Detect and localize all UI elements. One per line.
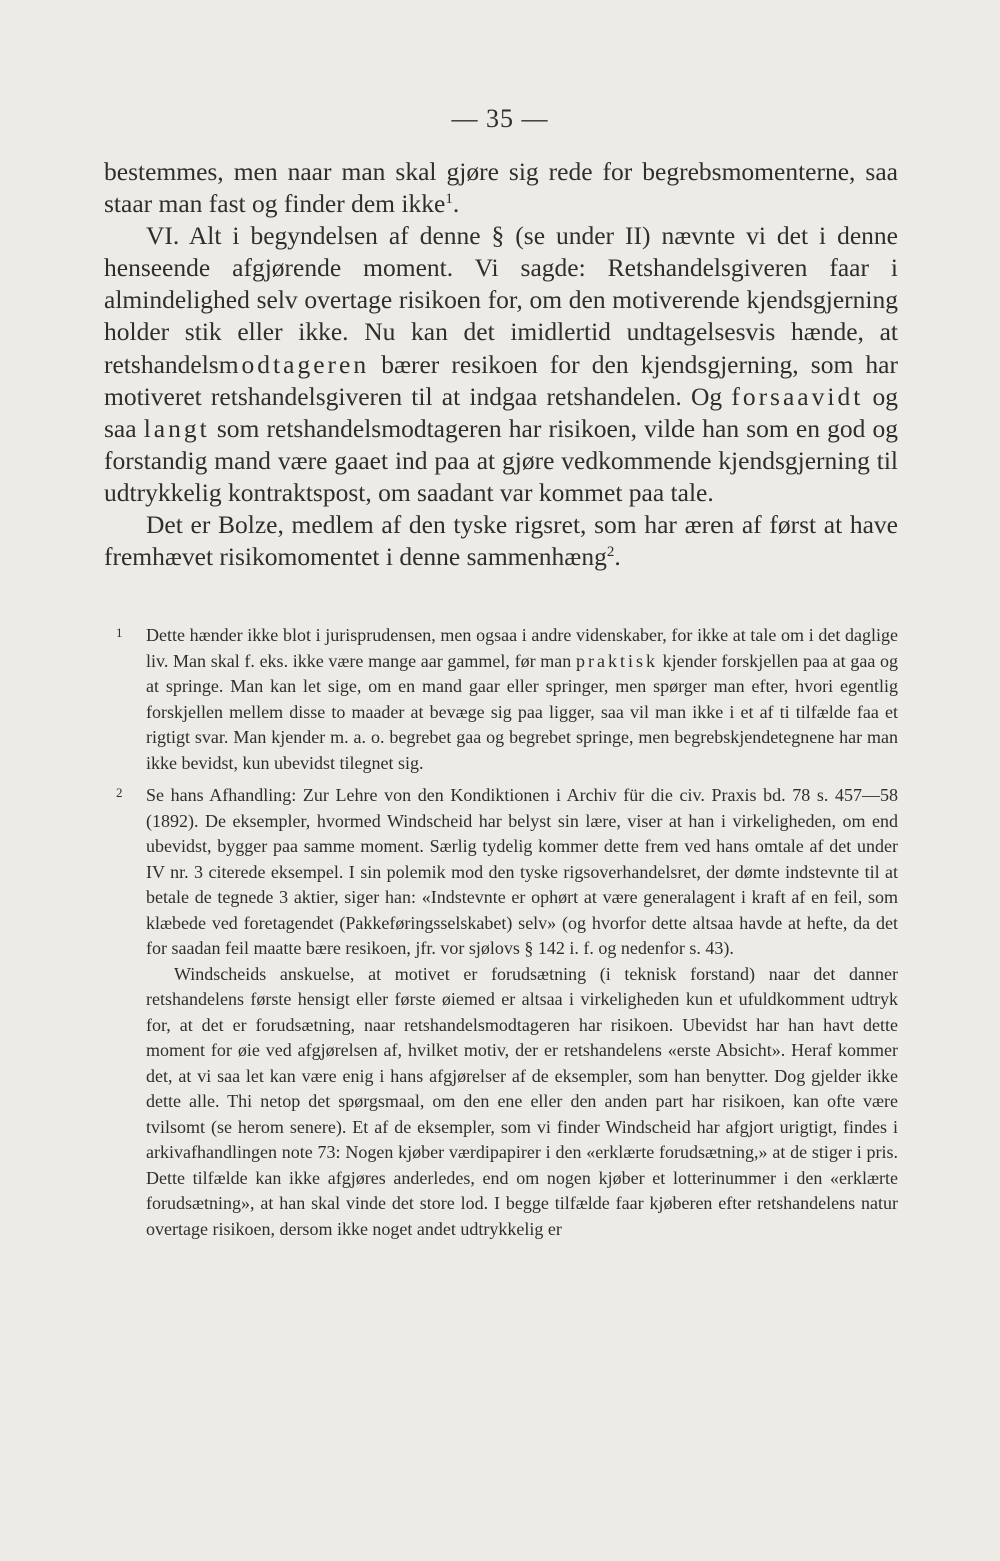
footnote-2-mark: 2 bbox=[116, 785, 123, 800]
page-number: — 35 — bbox=[451, 104, 549, 133]
paragraph-2-text-g: som retshandelsmodtageren har risikoen, vilde han som en god og forstandig mand være gaaet ind paa at gjøre vedkommende kjendsgjerning til udtrykkelig kontraktspost, om saadant var kommet paa tale. bbox=[104, 413, 899, 507]
footnote-ref-1: 1 bbox=[445, 191, 453, 208]
footnote-2 bbox=[104, 783, 898, 1242]
paragraph-2-emphasis-3: langt bbox=[143, 413, 210, 443]
footnote-1-text bbox=[146, 623, 898, 776]
paragraph-3-end: . bbox=[614, 542, 621, 572]
paragraph-2-text-a: VI. Alt i begyndelsen af denne § (se under II) nævnte vi det i denne henseende afgjørende moment. Vi sagde: Retshandelsgiveren faar i almindelighed selv overtage risikoen for, om den motiverende kjendsgjerning holder stik eller ikke. Nu kan det imidlertid undtagelsesvis hænde, at retshandels bbox=[104, 221, 898, 379]
paragraph-2-text-e: og saa bbox=[104, 381, 898, 443]
footnotes bbox=[104, 623, 898, 1242]
footnote-1 bbox=[104, 623, 898, 776]
paragraph-1-text: bestemmes, men naar man skal gjøre sig rede for begrebsmomenterne, saa staar man fast og finder dem ikke bbox=[104, 157, 898, 219]
paragraph-1-end: . bbox=[452, 189, 460, 219]
paragraph-2 bbox=[104, 220, 898, 509]
footnote-1-text-a: Dette hænder ikke blot i jurisprudensen, men ogsaa i andre videnskaber, for ikke at tale om i det daglige liv. Man skal f. eks. ikke være mange aar gammel, før man bbox=[146, 625, 898, 671]
main-text bbox=[104, 156, 898, 573]
paragraph-3 bbox=[104, 509, 898, 573]
paragraph-2-emphasis-1: modtageren bbox=[218, 349, 370, 379]
footnote-1-text-c: kjender forskjellen paa at gaa og at springe. Man kan let sige, om en mand gaar eller springer, men spørger man efter, hvori egentlig forskjellen mellem disse to maader at bevæge sig paa ligger, saa vil man ikke i et af ti tilfælde faa et rigtigt svar. Man kjender m. a. o. begrebet gaa og begrebet springe, men begrebskjendetegnene har man ikke bevidst, kun ubevidst tilegnet sig. bbox=[146, 650, 898, 773]
footnote-1-emphasis: praktisk bbox=[575, 650, 658, 671]
footnote-ref-2: 2 bbox=[606, 544, 615, 561]
paragraph-3-text: Det er Bolze, medlem af den tyske rigsret, som har æren af først at have fremhævet risikomomentet i denne sammenhæng bbox=[104, 510, 898, 572]
paragraph-2-text-c: bærer resikoen for den kjendsgjerning, som har motiveret retshandelsgiveren til at indgaa retshandelen. Og bbox=[104, 349, 898, 411]
paragraph-1 bbox=[104, 156, 898, 220]
footnote-2-paragraph-2: Windscheids anskuelse, at motivet er forudsætning (i teknisk forstand) naar det danner retshandelens første hensigt eller første øiemed er altsaa i virkeligheden kun et ufuldkomment udtryk for, at det er forudsætning, naar retshandelsmodtageren har risikoen. Ubevidst har han havt dette moment for øie ved afgjørelsen af, hvilket motiv, der er retshandelens «erste Absicht». Heraf kommer det, at vi saa let kan være enig i hans afgjørelser af de eksempler, som han benytter. Dog gjelder ikke dette alle. Thi netop det spørgsmaal, om den ene eller den anden part har risikoen, kan ofte være tvilsomt (se herom senere). Et af de eksempler, som vi finder Windscheid har afgjort urigtigt, findes i arkivafhandlingen note 73: Nogen kjøber værdipapirer i den «erklærte forudsætning,» at de stiger i pris. Dette tilfælde kan ikke afgjøres anderledes, end om nogen kjøber et lotterinummer i den «erklærte forudsætning», at han skal vinde det store lod. I begge tilfælde faar kjøberen efter retshandelens natur overtage risikoen, dersom ikke noget andet udtrykkelig er bbox=[146, 963, 898, 1239]
footnote-1-mark: 1 bbox=[116, 625, 123, 640]
paragraph-2-emphasis-2: forsaavidt bbox=[731, 381, 864, 411]
footnote-2-paragraph-1: Se hans Afhandling: Zur Lehre von den Kondiktionen i Archiv für die civ. Praxis bd. 78 s. 457—58 (1892). De eksempler, hvormed Windscheid har belyst sin lære, viser at han i virkeligheden, om end ubevidst, bygger paa samme moment. Særlig tydelig kommer dette frem ved hans omtale af det under IV nr. 3 citerede eksempel. I sin polemik mod den tyske rigsoverhandelsret, der dømte indstevnte til at betale de tegnede 3 aktier, siger han: «Indstevnte er ophørt at være generalagent i kraft af en feil, som klæbede ved foretagendet (Pakkeføringsselskabet) selv» (og hvorfor dette altsaa havde at hefte, da det for saadan feil maatte bære resikoen, jfr. vor sjølovs § 142 i. f. og nedenfor s. 43). bbox=[146, 785, 898, 958]
